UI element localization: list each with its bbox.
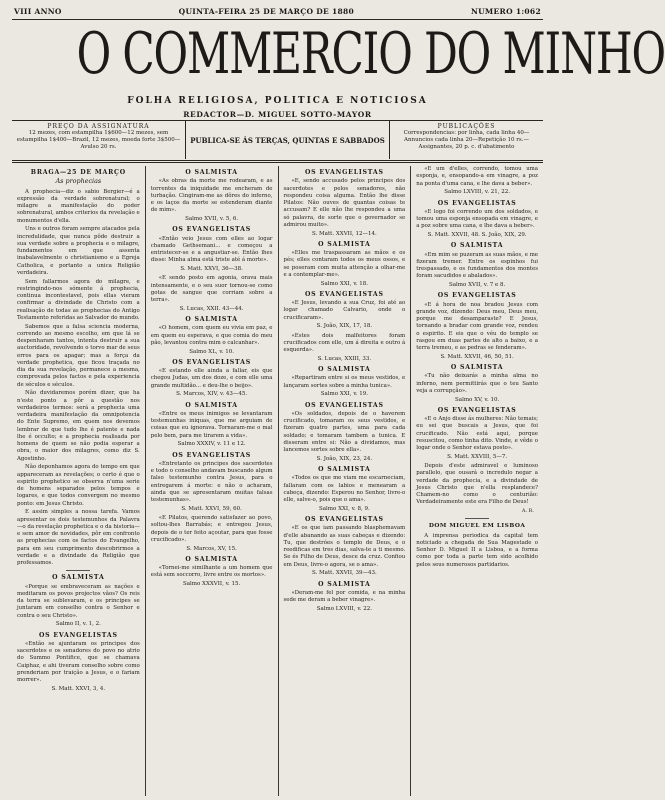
section-heading: OS EVANGELISTAS — [304, 516, 384, 523]
paragraph: «O homem, com quem eu vivia em paz, e em quem eu esperava, e que comia do meu pão, levantou contra mim o calcanhar». — [150, 325, 273, 346]
paragraph: «Porque se embraveceram as nações e meditaram os povos projectos vãos? Os reis da terra se sublevaram, e os principes se juntaram em conselho contra o Senhor e contra o seu Christo». — [17, 583, 140, 619]
citation: Salmo XXI, v. 18. — [320, 280, 369, 287]
column-4 — [410, 166, 543, 796]
info-bar — [12, 121, 543, 159]
citation: S. Lucas, XXII. 43—44. — [179, 305, 244, 312]
section-heading: O SALMISTA — [318, 466, 371, 473]
separator — [465, 518, 489, 519]
issue-line — [14, 4, 541, 18]
paragraph: «Tu não deixarás a minha alma no inferno, nem permittirás que o teu Santo veja a corrupção». — [416, 373, 538, 394]
paragraph: «E o Anjo disse ás mulheres: Não temais; eu sei que buscais a Jesus, que foi crucificado. Não está aqui, porque resuscitou, como tinha dito. Vinde, e vêde o logar onde o Senhor estava posto». — [416, 416, 538, 451]
section-heading: O SALMISTA — [185, 316, 238, 323]
publication-schedule: PUBLICA-SE ÁS TERÇAS, QUINTAS E SABBADOS — [185, 121, 390, 159]
article-columns — [12, 166, 543, 796]
separator — [66, 570, 90, 571]
section-heading: O SALMISTA — [318, 240, 371, 248]
paragraph: «Então se ajuntaram os principes dos sacerdotes e os senadores do povo no atrio do Summo Pontifice, que se chamava Caiphaz, e ahi tiveram conselho sobre como prenderiam por traição a Jesus, e o fariam morrer». — [17, 640, 140, 683]
section-heading: OS EVANGELISTAS — [304, 169, 384, 176]
paragraph: «E os que iam passando blasphemavam d'elle abanando as suas cabeças e dizendo: Tu, que destróes o templo de Deus, e o reedificas em tres dias, salva-te a ti mesmo. Se és Filho de Deus, desce da cruz. Confiou em Deus, livre-o agora, se o ama». — [283, 525, 406, 568]
paragraph: «Todos os que me viam me escarneciam, fallaram com os labios e menearam a cabeça, dizendo: Esperou no Senhor, livre-o elle, salve-o, pois que o ama». — [283, 475, 406, 503]
section-heading: OS EVANGELISTAS — [38, 631, 118, 639]
price-heading: PREÇO DA ASSIGNATURA — [47, 123, 150, 130]
citation: Salmo XXXVII, v. 15. — [182, 581, 241, 587]
issue-date: QUINTA-FEIRA 25 DE MARÇO DE 1880 — [178, 6, 355, 16]
column-1 — [12, 166, 145, 796]
section-heading: OS EVANGELISTAS — [437, 199, 517, 207]
paragraph: A imprensa periodica da capital tem noticiado a chegada de Sua Magestade o Senhor D. Miguel II a Lisboa, e a forma como por toda a parte tem sido acolhido pelos seus numerosos partidarios. — [416, 532, 538, 568]
paragraph: Depois d'este admiravel e luminoso parallelo, que ousará o incredulo negar a verdade da prophecia, e a divindade de Jesus Christo que n'ella resplandece? Chamem-no como o centurião: Verdadeiramente este era Filho de Deus! — [416, 463, 538, 506]
masthead-subtitle: FOLHA RELIGIOSA, POLITICA E NOTICIOSA — [127, 96, 428, 106]
paragraph: «E estando elle ainda a fallar, eis que chegou Judas, um dos doze, e com elle uma grande multidão... e deu-lhe o beijo». — [150, 368, 273, 389]
paragraph: «Os soldados, depois de o haverem crucificado, tomaram os seus vestidos, e fizeram quatro partes, uma para cada soldado; e tomaram tambem a tunica. E disseram entre si: Não a dividamos, mas lancemos sortes sobre ella». — [283, 410, 406, 453]
paragraph: «E sendo posto em agonia, orava mais intensamente, e o seu suor tornou-se como gotas de sangue que corriam sobre a terra». — [150, 275, 273, 303]
masthead-title: O COMMERCIO DO MINHO — [76, 21, 665, 87]
paragraph: «Tornei-me similhante a um homem que está sem soccorro, livre entre os mortos». — [150, 565, 273, 579]
section-heading: O SALMISTA — [318, 366, 371, 373]
citation: Salmo LXVIII, v. 21, 22. — [444, 189, 511, 196]
citation: Salmo LXVIII, v. 22. — [316, 605, 373, 612]
citation: Salmo XVII, v. 7 e 8. — [448, 282, 506, 288]
paragraph: Não deponhamos agora do tempo em que appareceram as revelações; o certo é que o espirito prophetico se observa n'uma serie de homens separados pelos tempos e logares, e que todos convergem no mesmo ponto: em Jesus Christo. — [17, 464, 140, 507]
section-heading: OS EVANGELISTAS — [437, 406, 517, 414]
issue-year: VIII ANNO — [14, 6, 62, 16]
section-heading: O SALMISTA — [185, 555, 238, 563]
paragraph: «Elles me traspassaram as mãos e os pés; elles contaram todos os meus ossos, e se poseram com muita attenção a olhar-me e a contemplar-me». — [283, 250, 406, 278]
citation: S. Matt. XXVII, 12—14. — [311, 230, 377, 237]
citation: S. Matt. XXVIII, 5—7. — [447, 453, 508, 460]
citation: Salmo XL, v. 10. — [189, 348, 235, 355]
divider — [12, 162, 543, 163]
section-heading: OS EVANGELISTAS — [172, 358, 251, 366]
column-2 — [145, 166, 278, 796]
citation: S. Marcos, XIV, v. 43—45. — [176, 391, 248, 398]
citation: Salmo II, v. 1, 2. — [55, 621, 101, 628]
paragraph: «E Pilatos, querendo satisfazer ao povo, soltou-lhes Barrabás; e entregou Jesus, depois de o ter feito açoutar, para que fosse crucificado». — [150, 515, 273, 543]
column-3 — [278, 166, 411, 796]
paragraph: «Estes dois malfeitores foram crucificados com elle, um á direita e outro á esquerda». — [283, 332, 406, 353]
subscription-price — [12, 121, 185, 159]
divider — [12, 19, 543, 20]
citation: S. Matt. XXVII, 48. S. João, XIX, 29. — [427, 232, 527, 238]
section-heading: O SALMISTA — [450, 242, 504, 250]
citation: Salmo XXI, v. 8, 9. — [318, 505, 370, 512]
section-heading: O SALMISTA — [52, 574, 105, 582]
dateline: BRAGA—25 DE MARÇO — [30, 169, 126, 176]
redactor-line: REDACTOR—D. MIGUEL SOTTO-MAYOR — [183, 110, 372, 119]
paragraph: «E logo foi correndo um dos soldados, e tomou uma esponja ensopada em vinagre, e a poz sobre uma cana, e lhe dava a beber». — [416, 208, 538, 230]
article-title: As prophecias — [55, 177, 102, 186]
paragraph: «E á hora de noa bradou Jesus com grande voz, dizendo: Deus meu, Deus meu, porque me desamparaste? E Jesus, tornando a bradar com grande voz, rendeu o espirito. E eis que o véu do templo se rasgou em duas partes de alto a baixo, e a terra tremeu, e as pedras se fenderam». — [416, 301, 538, 351]
citation: S. Matt. XXVI, 59, 60. — [181, 505, 242, 512]
paragraph: «Entre os meus inimigos se levantaram testemunhas iniquas, que me arguiam de coisas que eu ignorava. Tornaram-me o mal pelo bem, para me tirarem a vida». — [150, 410, 273, 439]
citation: Salmo XXXIV, v. 11 e 12. — [177, 441, 246, 448]
paragraph: «As obras da morte me rodearam, e as torrentes da iniquidade me encheram de turbação. Cingiram-me as dôres do inferno, e os laços da morte se estenderam diante de mim». — [150, 178, 273, 214]
paragraph: «Deram-me fel por comida, e na minha sede me deram a beber vinagre». — [283, 589, 406, 603]
citation: S. João, XIX, 17, 18. — [316, 323, 373, 330]
citation: S. Matt. XXVII, 39—43. — [311, 570, 377, 577]
section-heading: OS EVANGELISTAS — [304, 401, 384, 409]
section-heading: O SALMISTA — [185, 401, 238, 409]
section-heading: O SALMISTA — [318, 580, 371, 588]
citation: S. Matt. XXVII, 46, 50, 51. — [440, 353, 514, 360]
author-signature: A. R. — [521, 508, 534, 514]
paragraph: Sem fallarmos agora do milagre, e restringindo-nos sómente á prophecia, continua incontestavel, pois ellas vieram confirmar a divindade de Christo com a realisação de todas as prophecias do Antigo Testamento referidas ao Salvador do mundo. — [17, 278, 140, 321]
paragraph: «E, sendo accusado pelos principes dos sacerdotes e pelos senadores, não respondeu coisa alguma. Então lhe disse Pilatos: Não ouves de quantas coisas te accusam? E elle não lhe respondeu a uma só palavra, de sorte que o governador se admirou muito». — [283, 178, 406, 228]
citation: Salmo XVII, v. 5, 6. — [185, 216, 239, 222]
section-heading: OS EVANGELISTAS — [172, 451, 251, 459]
paragraph: «E um d'elles, correndo, tomou uma esponja, e, ensopando-a em vinagre, a poz na ponta d'uma cana, e lhe dava a beber». — [416, 166, 538, 187]
paragraph: Não duvidaremos porém dizer, que ha n'este ponto a pôr a questão nos verdadeiros termos: será a prophecia uma verdadeira manifestação da omnipotencia do Ente Supremo, em quem nos devemos lembrar de que tudo lhe é patente e nada lhe é occulto; e a prophecia realisada por homens de quem se não podia esperar a obra, o maior dos milagres, como diz S. Agostinho. — [17, 390, 140, 462]
paragraph: Uns e outros foram sempre atacados pela incredulidade, que nunca pôde destruir a sua verdade sobre a prophecia e o milagre, fundamentos em que assenta inabalavelmente o christianismo e a Egreja Catholica, e portanto a unica Religião verdadeira. — [17, 226, 140, 276]
paragraph: E assim simples a nossa tarefa. Vamos apresentar os dois testemunhos da Palavra—o da revelação prophetica e o da historia—e sem amor de novidades, pôr em confronto as prophecias com os factos do Evangelho, para em seu cumprimento descobrirmos a verdade e a divindade da Religião que professamos. — [17, 509, 140, 566]
citation: S. Matt. XXVI, 3, 4. — [51, 685, 106, 692]
section-heading: OS EVANGELISTAS — [304, 290, 384, 298]
section-heading: OS EVANGELISTAS — [437, 292, 517, 300]
rates-text: Correspondencias: por linha, cada linha 40—Annuncios cada linha 20—Repetição 10 rs.—Assignantes, 20 p. c. d'abatimento — [403, 130, 530, 150]
divider — [12, 160, 543, 161]
section-heading: OS EVANGELISTAS — [172, 226, 251, 234]
paragraph: «Entretanto os principes dos sacerdotes e todo o conselho andavam buscando algum falso testemunho contra Jesus, para o entregarem á morte: e não o acharam, ainda que se apresentaram muitas falsas testemunhas». — [150, 460, 273, 503]
paragraph: A prophecia—diz o sabio Bergier—é a expressão da verdade sobrenatural; o milagre a manifestação do poder sobrenatural, ambos criterios da revelação e monumentos d'ella. — [17, 188, 140, 224]
section-heading: O SALMISTA — [450, 364, 504, 371]
paragraph: «E Jesus, levando a sua Cruz, foi até ao logar chamado Calvario, onde o crucificaram». — [283, 300, 406, 321]
paragraph: «Repartiram entre si os meus vestidos, e lançaram sortes sobre a minha tunica». — [283, 375, 406, 389]
citation: Salmo XXI, v. 19. — [320, 391, 369, 398]
publication-rates — [390, 121, 543, 159]
citation: S. Matt. XXVI, 36—38. — [180, 266, 243, 272]
price-text: 12 mezes, com estampilha 1$600—12 mezes, sem estampilha 1$400—Brazil, 12 mezes, moeda forte 3$500—Avulso 20 rs. — [16, 130, 181, 150]
article-heading: DOM MIGUEL EM LISBOA — [428, 523, 526, 530]
citation: S. Marcos, XV, 15. — [186, 545, 237, 552]
citation: Salmo XV, v. 10. — [455, 396, 500, 403]
issue-number: NUMERO 1:062 — [470, 6, 541, 16]
citation: S. João, XIX, 23, 24. — [316, 455, 373, 462]
paragraph: «Então veio Jesus com elles ao logar chamado Gethsemani... e começou a entristecer-se e a angustiar-se. Então lhes disse: Minha alma está triste até á morte». — [150, 235, 273, 264]
paragraph: «Em mim se puzeram as suas mãos, e me fizeram tremer. Entre os espinhos fui trespassado, e os fundamentos dos montes foram sacudidos e abalados». — [416, 251, 538, 280]
paragraph: Sabemos que a falsa sciencia moderna, correndo ao mesmo escolho, em que lá se despenharam tantos, intenta destruir a sua auctoridade, revolvendo o torvo mar de seus erros para os apagar; mas a força da verdade prophetica, que ficou traçada no dia da sua revelação, permanece a mesma, comprovada pelos factos e pela experiencia de séculos e séculos. — [17, 323, 140, 388]
rates-heading: PUBLICAÇÕES — [437, 123, 496, 130]
section-heading: O SALMISTA — [185, 169, 238, 176]
citation: S. Lucas, XXIII, 33. — [317, 355, 372, 362]
